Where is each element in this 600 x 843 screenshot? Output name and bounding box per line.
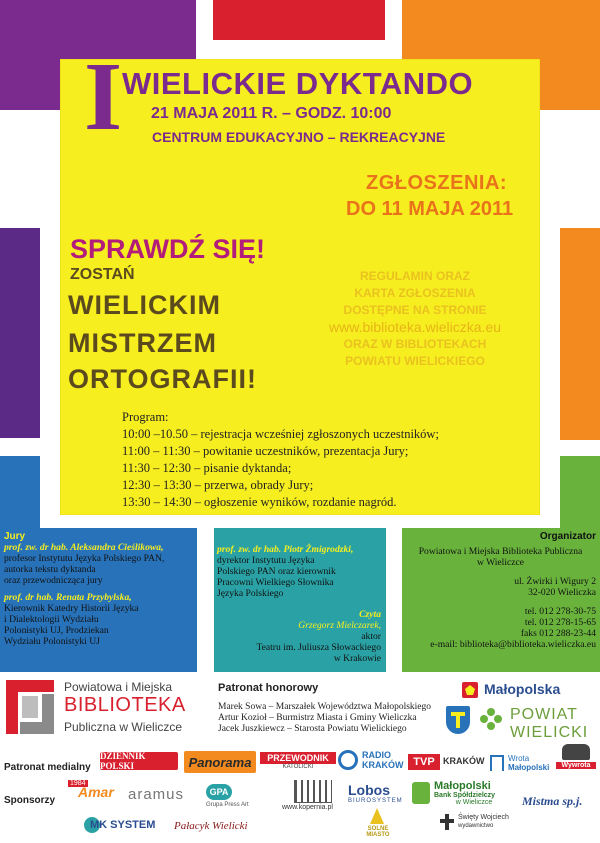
library-logo-line-2: BIBLIOTEKA bbox=[64, 694, 186, 716]
tvp-krakow-text: KRAKÓW bbox=[443, 756, 485, 766]
przewodnik-logo bbox=[260, 752, 336, 774]
lobos-sub: BIUROSYSTEM bbox=[348, 798, 403, 804]
tvp-krakow-logo bbox=[408, 754, 486, 772]
jury-member-3-desc: Języka Polskiego bbox=[217, 588, 284, 599]
jury-member-2-desc: Wydziału Polonistyki UJ bbox=[4, 636, 100, 647]
registration-label: ZGŁOSZENIA: bbox=[366, 172, 508, 194]
frame-orange-right bbox=[560, 228, 600, 440]
challenge-line-2: ZOSTAŃ bbox=[70, 266, 135, 283]
honorary-patronage bbox=[218, 682, 458, 735]
jury-member-1-desc: autorka tekstu dyktanda bbox=[4, 564, 96, 575]
reader-desc: aktor bbox=[361, 631, 381, 642]
amar-text: Amar bbox=[78, 784, 114, 800]
solne-miasto-icon bbox=[370, 808, 384, 824]
jury-column bbox=[4, 531, 199, 647]
organizer-contact: faks 012 288-23-44 bbox=[520, 628, 596, 639]
panorama-logo: Panorama bbox=[184, 751, 256, 773]
bank-sub-2: w Wieliczce bbox=[455, 799, 493, 806]
organizer-heading: Organizator bbox=[539, 531, 596, 542]
jury-member-3-name: prof. zw. dr hab. Piotr Żmigrodzki, bbox=[217, 544, 354, 555]
malopolska-flag-icon bbox=[462, 682, 478, 698]
mksystem-text: MK SYSTEM bbox=[90, 819, 156, 831]
radio-text: RADIO bbox=[362, 750, 391, 760]
program-item: 10:00 –10.50 – rejestracja wcześniej zgłoszonych uczestników; bbox=[122, 427, 439, 441]
kopernia-text: www.kopernia.pl bbox=[282, 804, 333, 811]
rules-line-4: ORAZ W BIBLIOTEKACH bbox=[343, 337, 487, 351]
radio-krakow-text: KRAKÓW bbox=[362, 760, 404, 770]
jury-member-3-desc: Polskiego PAN oraz kierownik bbox=[217, 566, 336, 577]
wielicki-text: WIELICKI bbox=[510, 724, 589, 741]
frame-violet-left bbox=[0, 228, 40, 438]
jury-member-1-name: prof. zw. dr hab. Aleksandra Cieślikowa, bbox=[4, 542, 164, 553]
solne-miasto-text: SOLNE MIASTO bbox=[366, 826, 390, 838]
event-venue: CENTRUM EDUKACYJNO – REKREACYJNE bbox=[152, 129, 446, 145]
organizer-address: ul. Żwirki i Wigury 2 bbox=[514, 576, 596, 587]
program-heading: Program: bbox=[122, 410, 169, 424]
powiat-text: POWIAT bbox=[510, 706, 578, 723]
organizer-column bbox=[405, 531, 596, 650]
wrota-malopolski-logo bbox=[490, 752, 552, 776]
jury-member-1-desc: oraz przewodnicząca jury bbox=[4, 575, 103, 586]
wywrota-car-icon bbox=[562, 744, 590, 760]
frame-blue-left bbox=[0, 456, 40, 528]
media-heading: Patronat medialny bbox=[4, 762, 91, 773]
gpa-logo bbox=[206, 782, 276, 812]
jury-member-2-desc: Kierownik Katedry Historii Języka bbox=[4, 603, 139, 614]
radio-krakow-logo bbox=[338, 748, 406, 774]
challenge-line-3: WIELICKIM bbox=[68, 290, 221, 320]
aramus-logo: aramus bbox=[128, 786, 185, 803]
challenge-line-5: ORTOGRAFII! bbox=[68, 364, 257, 394]
honorary-heading: Patronat honorowy bbox=[218, 682, 319, 694]
jury-member-2-desc: Polonistyki UJ, Prodziekan bbox=[4, 625, 109, 636]
rules-line-5: POWIATU WIELICKIEGO bbox=[345, 354, 485, 368]
mksystem-logo bbox=[84, 816, 156, 836]
frame-red-top bbox=[213, 0, 385, 40]
bank-text: Małopolski bbox=[434, 780, 491, 792]
przewodnik-sub: KATOLICKI bbox=[282, 764, 314, 770]
powiat-flower-icon bbox=[480, 708, 502, 730]
bank-sub-1: Bank Spółdzielczy bbox=[434, 792, 496, 799]
jury-member-3-desc: dyrektor Instytutu Języka bbox=[217, 555, 315, 566]
swiety-wojciech-logo bbox=[440, 812, 516, 838]
solne-miasto-logo bbox=[356, 808, 400, 838]
jury-member-2-desc: i Dialektologii Wydziału bbox=[4, 614, 99, 625]
roman-numeral: I bbox=[84, 43, 123, 151]
registration-deadline: DO 11 MAJA 2011 bbox=[346, 198, 514, 220]
radio-icon bbox=[338, 750, 358, 770]
dziennik-polski-logo: DZIENNIK POLSKI bbox=[100, 752, 178, 770]
powiat-crest-icon bbox=[446, 706, 470, 734]
program-item: 13:30 – 14:30 – ogłoszenie wyników, rozdanie nagród. bbox=[122, 495, 397, 509]
organizer-name: Powiatowa i Miejska Biblioteka Publiczna bbox=[418, 546, 583, 557]
honorary-patron: Marek Sowa – Marszałek Województwa Małopolskiego bbox=[218, 702, 432, 712]
event-title: WIELICKIE DYKTANDO bbox=[122, 66, 474, 101]
swiety-wojciech-sub: wydawnictwo bbox=[458, 823, 494, 829]
program-item: 11:30 – 12:30 – pisanie dyktanda; bbox=[122, 461, 292, 475]
library-logo-line-3: Publiczna w Wieliczce bbox=[64, 720, 183, 734]
library-logo-mark bbox=[6, 680, 58, 736]
frame-green-right bbox=[560, 456, 600, 528]
library-logo-line-1: Powiatowa i Miejska bbox=[64, 680, 173, 694]
jury-member-2-name: prof. dr hab. Renata Przybylska, bbox=[4, 592, 132, 603]
wrota-text-2: Małopolski bbox=[508, 763, 550, 772]
gpa-sub: Grupa Press Art bbox=[206, 802, 249, 808]
rules-info bbox=[290, 268, 540, 370]
rules-line-1: REGULAMIN ORAZ bbox=[360, 269, 470, 283]
organizer-contact: tel. 012 278-15-65 bbox=[524, 617, 596, 628]
swiety-wojciech-cross-icon bbox=[440, 814, 454, 830]
event-date-time: 21 MAJA 2011 R. – GODZ. 10:00 bbox=[151, 105, 392, 122]
amar-logo bbox=[68, 780, 120, 810]
bank-icon bbox=[412, 782, 430, 804]
bank-logo bbox=[434, 780, 514, 816]
organizer-name: w Wieliczce bbox=[476, 557, 525, 568]
program bbox=[122, 409, 439, 511]
jury-reader-column bbox=[217, 544, 385, 664]
reader-name: Grzegorz Mielczarek, bbox=[298, 620, 381, 631]
rules-line-3: DOSTĘPNE NA STRONIE bbox=[343, 303, 487, 317]
challenge-line-4: MISTRZEM bbox=[68, 328, 217, 358]
wywrota-text: Wywrota bbox=[556, 762, 596, 769]
honorary-patron: Artur Kozioł – Burmistrz Miasta i Gminy Wieliczka bbox=[218, 713, 417, 723]
wrota-icon bbox=[490, 755, 504, 771]
organizer-address: 32-020 Wieliczka bbox=[528, 587, 596, 598]
sponsors-heading: Sponsorzy bbox=[4, 795, 56, 806]
jury-heading: Jury bbox=[4, 531, 26, 542]
challenge-line-1: SPRAWDŹ SIĘ! bbox=[70, 234, 266, 264]
gpa-mark: GPA bbox=[206, 784, 232, 800]
kopernia-logo bbox=[282, 780, 344, 814]
powiat-logo bbox=[446, 704, 596, 744]
reader-desc: Teatru im. Juliusza Słowackiego bbox=[256, 642, 381, 653]
rules-line-2: KARTA ZGŁOSZENIA bbox=[354, 286, 476, 300]
wrota-text: Wrota bbox=[508, 754, 530, 763]
malopolska-text: Małopolska bbox=[484, 681, 561, 697]
lobos-logo bbox=[348, 782, 408, 808]
jury-member-1-desc: profesor Instytutu Języka Polskiego PAN, bbox=[4, 553, 165, 564]
wywrota-logo bbox=[556, 744, 596, 776]
kopernia-building-icon bbox=[294, 780, 332, 803]
mistma-logo: Mistma sp.j. bbox=[522, 794, 583, 808]
honorary-patron: Jacek Juszkiewcz – Starosta Powiatu Wielickiego bbox=[218, 724, 407, 734]
tvp-text: TVP bbox=[408, 754, 440, 770]
malopolska-logo bbox=[462, 680, 596, 702]
reader-heading: Czyta bbox=[359, 609, 381, 620]
lobos-text: Lobos bbox=[348, 782, 390, 798]
swiety-wojciech-text: Święty Wojciech bbox=[458, 814, 509, 821]
rules-url[interactable]: www.biblioteka.wieliczka.eu bbox=[329, 319, 501, 335]
amar-year: 1984 bbox=[70, 780, 86, 787]
program-item: 12:30 – 13:30 – przerwa, obrady Jury; bbox=[122, 478, 314, 492]
organizer-contact: tel. 012 278-30-75 bbox=[524, 606, 596, 617]
jury-member-3-desc: Pracowni Wielkiego Słownika bbox=[217, 577, 334, 588]
program-item: 11:00 – 11:30 – powitanie uczestników, prezentacja Jury; bbox=[122, 444, 409, 458]
palacyk-logo: Pałacyk Wielicki bbox=[174, 820, 248, 832]
reader-desc: w Krakowie bbox=[333, 653, 381, 664]
library-logo bbox=[4, 678, 204, 742]
organizer-email[interactable]: e-mail: biblioteka@biblioteka.wieliczka.eu bbox=[430, 639, 596, 650]
przewodnik-text: PRZEWODNIK bbox=[260, 752, 336, 764]
